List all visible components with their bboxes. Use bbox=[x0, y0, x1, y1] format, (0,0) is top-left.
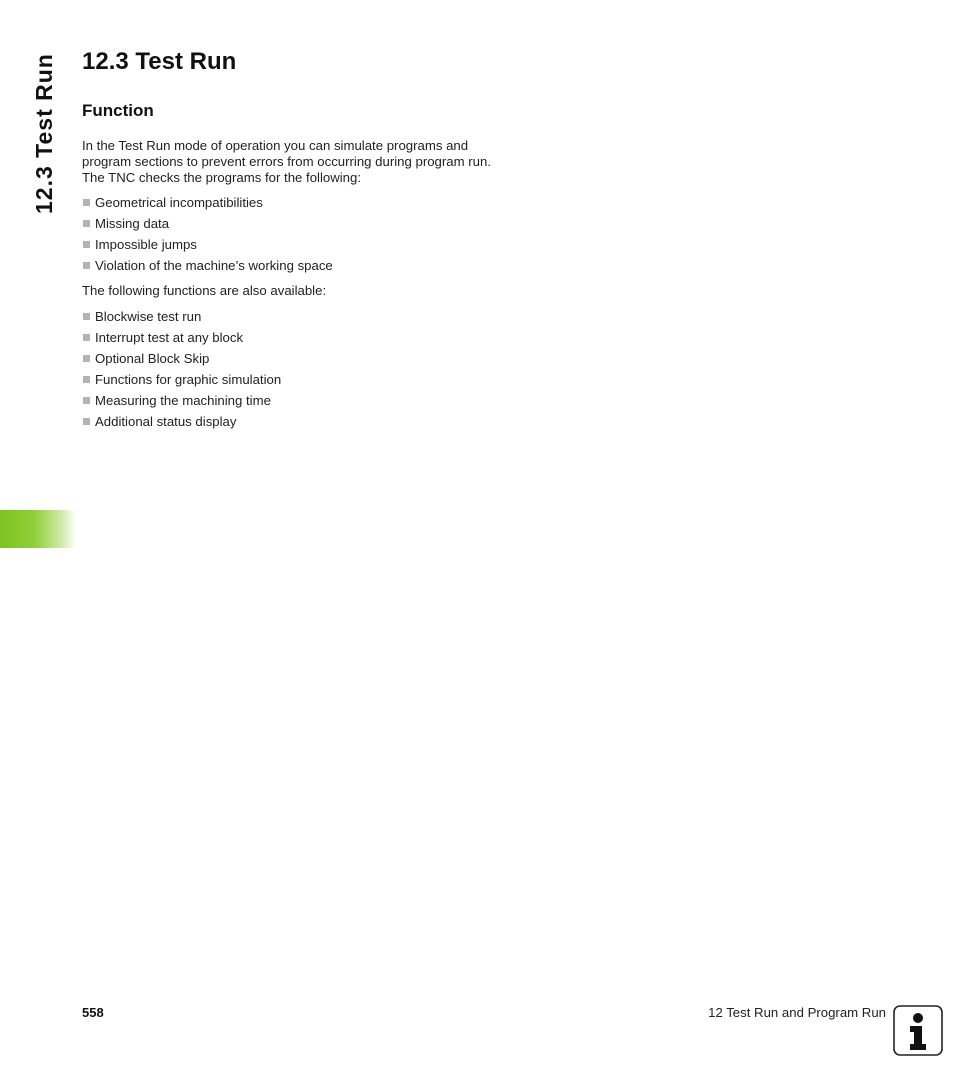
list-item-label: Impossible jumps bbox=[95, 237, 197, 252]
list-item bbox=[82, 369, 281, 390]
list-item bbox=[82, 327, 281, 348]
list-item bbox=[82, 213, 333, 234]
list-item-label: Optional Block Skip bbox=[95, 351, 210, 366]
page-number: 558 bbox=[82, 1005, 104, 1020]
square-bullet-icon bbox=[83, 397, 90, 404]
intro-line: In the Test Run mode of operation you can simulate programs and bbox=[82, 138, 469, 153]
list-item bbox=[82, 390, 281, 411]
list-item bbox=[82, 192, 333, 213]
footer-chapter-title: 12 Test Run and Program Run bbox=[708, 1005, 886, 1020]
square-bullet-icon bbox=[83, 355, 90, 362]
list-item-label: Additional status display bbox=[95, 414, 237, 429]
list-item-label: Measuring the machining time bbox=[95, 393, 271, 408]
square-bullet-icon bbox=[83, 220, 90, 227]
intro-paragraph bbox=[82, 138, 542, 186]
info-icon bbox=[893, 1005, 943, 1056]
list-item-label: Blockwise test run bbox=[95, 309, 202, 324]
square-bullet-icon bbox=[83, 334, 90, 341]
list-item bbox=[82, 255, 333, 276]
intro-line: The TNC checks the programs for the following: bbox=[82, 170, 362, 185]
chapter-tab-marker bbox=[0, 510, 76, 548]
square-bullet-icon bbox=[83, 418, 90, 425]
list-item-label: Violation of the machine’s working space bbox=[95, 258, 333, 273]
checks-list bbox=[82, 192, 333, 276]
list-item-label: Geometrical incompatibilities bbox=[95, 195, 263, 210]
section-heading: Function bbox=[82, 101, 154, 120]
side-running-title: 12.3 Test Run bbox=[31, 53, 57, 214]
list-item bbox=[82, 234, 333, 255]
functions-intro: The following functions are also available: bbox=[82, 283, 327, 298]
list-item-label: Functions for graphic simulation bbox=[95, 372, 282, 387]
intro-line: program sections to prevent errors from occurring during program run. bbox=[82, 154, 491, 169]
square-bullet-icon bbox=[83, 313, 90, 320]
square-bullet-icon bbox=[83, 262, 90, 269]
square-bullet-icon bbox=[83, 199, 90, 206]
list-item bbox=[82, 348, 281, 369]
square-bullet-icon bbox=[83, 241, 90, 248]
functions-list bbox=[82, 306, 281, 432]
list-item bbox=[82, 411, 281, 432]
list-item-label: Interrupt test at any block bbox=[95, 330, 244, 345]
page-title: 12.3 Test Run bbox=[82, 48, 237, 75]
list-item bbox=[82, 306, 281, 327]
square-bullet-icon bbox=[83, 376, 90, 383]
list-item-label: Missing data bbox=[95, 216, 170, 231]
